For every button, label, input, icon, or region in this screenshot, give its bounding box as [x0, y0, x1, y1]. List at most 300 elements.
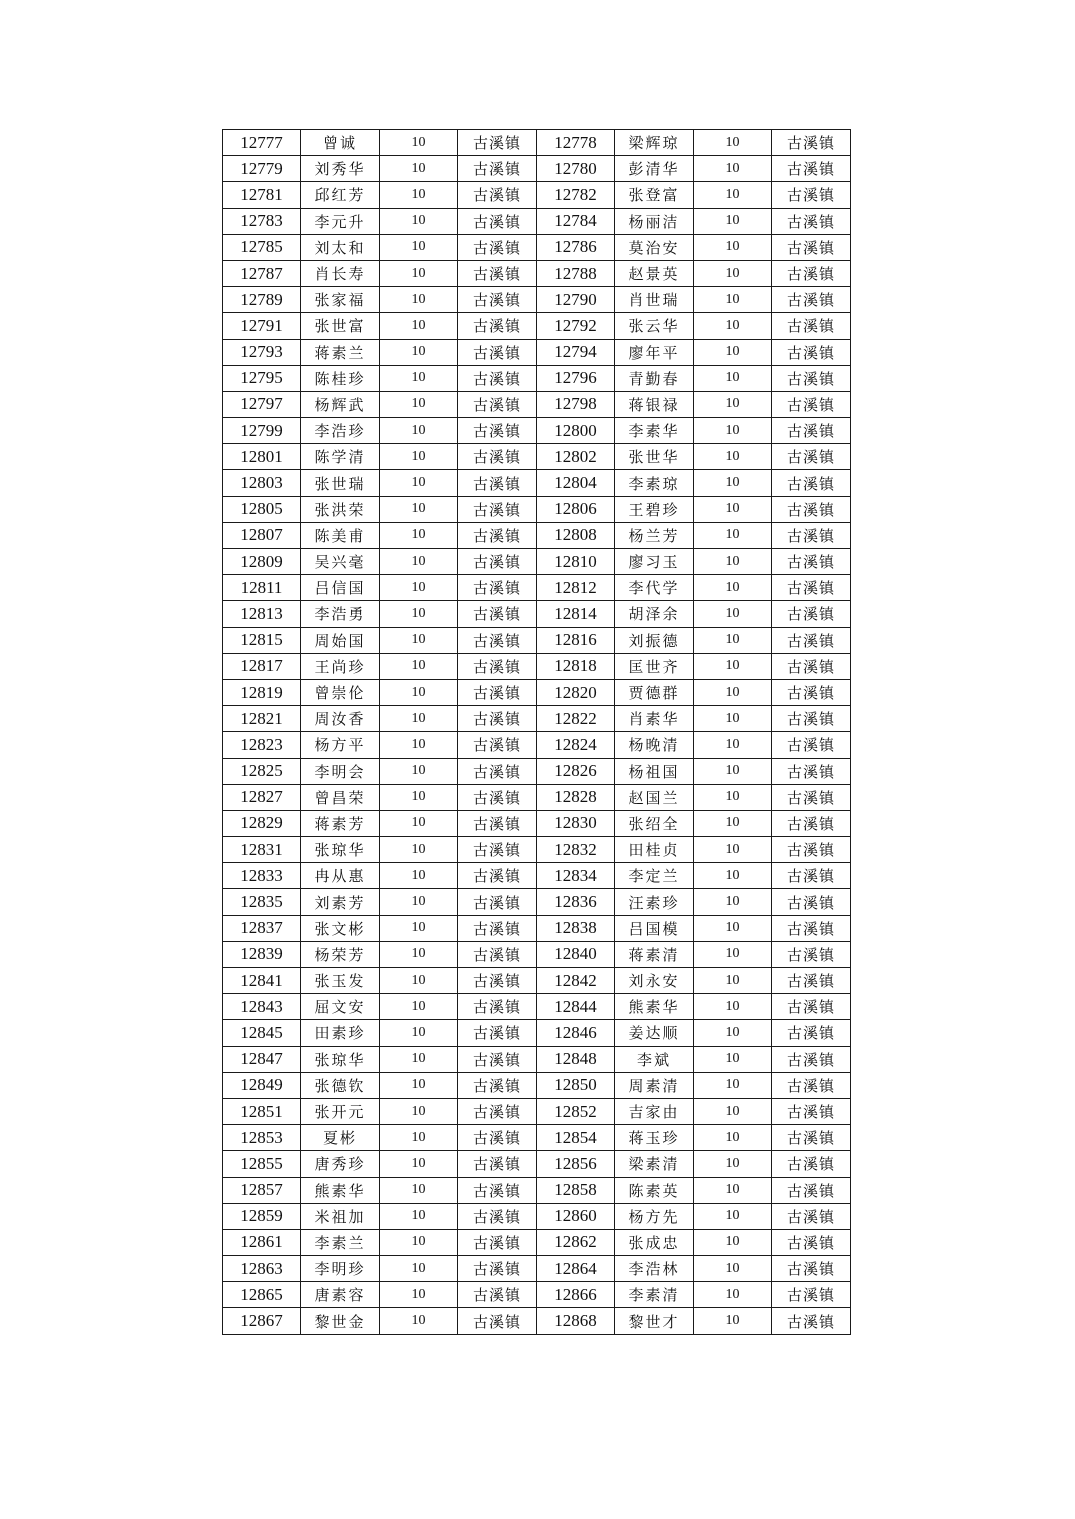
name-cell: 黎世才	[615, 1308, 694, 1334]
name-cell: 王尚珍	[301, 653, 380, 679]
name-cell: 周汝香	[301, 706, 380, 732]
table-row	[223, 549, 851, 575]
table-row	[223, 915, 851, 941]
amount-cell: 10	[380, 313, 458, 339]
record-id-cell: 12803	[223, 470, 301, 496]
record-id-cell: 12864	[537, 1256, 615, 1282]
amount-cell: 10	[380, 784, 458, 810]
town-cell: 古溪镇	[772, 1125, 851, 1151]
record-id-cell: 12812	[537, 575, 615, 601]
record-id-cell: 12815	[223, 627, 301, 653]
record-id-cell: 12794	[537, 339, 615, 365]
name-cell: 王碧珍	[615, 496, 694, 522]
name-cell: 张云华	[615, 313, 694, 339]
record-id-cell: 12816	[537, 627, 615, 653]
record-id-cell: 12778	[537, 130, 615, 156]
table-row	[223, 182, 851, 208]
name-cell: 匡世齐	[615, 653, 694, 679]
town-cell: 古溪镇	[772, 391, 851, 417]
table-row	[223, 391, 851, 417]
record-id-cell: 12837	[223, 915, 301, 941]
record-id-cell: 12790	[537, 287, 615, 313]
name-cell: 杨辉武	[301, 391, 380, 417]
table-row	[223, 313, 851, 339]
town-cell: 古溪镇	[772, 1229, 851, 1255]
amount-cell: 10	[380, 706, 458, 732]
amount-cell: 10	[694, 260, 772, 286]
record-id-cell: 12827	[223, 784, 301, 810]
name-cell: 吉家由	[615, 1098, 694, 1124]
town-cell: 古溪镇	[458, 1282, 537, 1308]
amount-cell: 10	[694, 994, 772, 1020]
name-cell: 邱红芳	[301, 182, 380, 208]
amount-cell: 10	[380, 679, 458, 705]
amount-cell: 10	[380, 863, 458, 889]
name-cell: 田素珍	[301, 1020, 380, 1046]
record-id-cell: 12777	[223, 130, 301, 156]
amount-cell: 10	[380, 1177, 458, 1203]
record-id-cell: 12821	[223, 706, 301, 732]
amount-cell: 10	[380, 915, 458, 941]
amount-cell: 10	[694, 679, 772, 705]
name-cell: 唐素容	[301, 1282, 380, 1308]
record-id-cell: 12823	[223, 732, 301, 758]
record-id-cell: 12854	[537, 1125, 615, 1151]
record-id-cell: 12830	[537, 810, 615, 836]
table-row	[223, 601, 851, 627]
amount-cell: 10	[694, 549, 772, 575]
record-id-cell: 12834	[537, 863, 615, 889]
town-cell: 古溪镇	[772, 915, 851, 941]
record-id-cell: 12852	[537, 1098, 615, 1124]
table-row	[223, 1256, 851, 1282]
amount-cell: 10	[694, 470, 772, 496]
name-cell: 廖年平	[615, 339, 694, 365]
record-id-cell: 12798	[537, 391, 615, 417]
town-cell: 古溪镇	[772, 208, 851, 234]
town-cell: 古溪镇	[772, 1072, 851, 1098]
table-row	[223, 1046, 851, 1072]
town-cell: 古溪镇	[458, 1151, 537, 1177]
name-cell: 冉从惠	[301, 863, 380, 889]
amount-cell: 10	[380, 941, 458, 967]
town-cell: 古溪镇	[458, 287, 537, 313]
table-row	[223, 208, 851, 234]
record-id-cell: 12840	[537, 941, 615, 967]
amount-cell: 10	[380, 1256, 458, 1282]
town-cell: 古溪镇	[772, 313, 851, 339]
town-cell: 古溪镇	[458, 260, 537, 286]
town-cell: 古溪镇	[772, 706, 851, 732]
record-id-cell: 12784	[537, 208, 615, 234]
record-id-cell: 12866	[537, 1282, 615, 1308]
amount-cell: 10	[694, 627, 772, 653]
record-id-cell: 12867	[223, 1308, 301, 1334]
name-cell: 青勤春	[615, 365, 694, 391]
record-id-cell: 12785	[223, 234, 301, 260]
town-cell: 古溪镇	[772, 496, 851, 522]
record-id-cell: 12831	[223, 837, 301, 863]
name-cell: 李元升	[301, 208, 380, 234]
record-id-cell: 12862	[537, 1229, 615, 1255]
amount-cell: 10	[380, 1072, 458, 1098]
amount-cell: 10	[380, 339, 458, 365]
table-row	[223, 1229, 851, 1255]
name-cell: 蒋银禄	[615, 391, 694, 417]
record-id-cell: 12807	[223, 522, 301, 548]
record-id-cell: 12851	[223, 1098, 301, 1124]
record-id-cell: 12795	[223, 365, 301, 391]
table-row	[223, 522, 851, 548]
town-cell: 古溪镇	[458, 575, 537, 601]
town-cell: 古溪镇	[772, 1046, 851, 1072]
name-cell: 刘永安	[615, 968, 694, 994]
town-cell: 古溪镇	[458, 732, 537, 758]
town-cell: 古溪镇	[772, 444, 851, 470]
table-row	[223, 1177, 851, 1203]
town-cell: 古溪镇	[772, 863, 851, 889]
record-id-cell: 12814	[537, 601, 615, 627]
town-cell: 古溪镇	[772, 470, 851, 496]
name-cell: 陈素英	[615, 1177, 694, 1203]
record-id-cell: 12781	[223, 182, 301, 208]
town-cell: 古溪镇	[458, 1256, 537, 1282]
record-id-cell: 12780	[537, 156, 615, 182]
amount-cell: 10	[380, 1020, 458, 1046]
town-cell: 古溪镇	[772, 810, 851, 836]
name-cell: 肖长寿	[301, 260, 380, 286]
record-id-cell: 12779	[223, 156, 301, 182]
record-id-cell: 12836	[537, 889, 615, 915]
record-id-cell: 12796	[537, 365, 615, 391]
name-cell: 张玉发	[301, 968, 380, 994]
name-cell: 梁素清	[615, 1151, 694, 1177]
town-cell: 古溪镇	[458, 391, 537, 417]
table-row	[223, 365, 851, 391]
town-cell: 古溪镇	[458, 1020, 537, 1046]
table-row	[223, 339, 851, 365]
record-id-cell: 12818	[537, 653, 615, 679]
amount-cell: 10	[694, 889, 772, 915]
amount-cell: 10	[380, 365, 458, 391]
name-cell: 彭清华	[615, 156, 694, 182]
amount-cell: 10	[380, 837, 458, 863]
amount-cell: 10	[380, 1098, 458, 1124]
amount-cell: 10	[380, 1203, 458, 1229]
record-id-cell: 12838	[537, 915, 615, 941]
amount-cell: 10	[380, 260, 458, 286]
name-cell: 张世富	[301, 313, 380, 339]
town-cell: 古溪镇	[458, 130, 537, 156]
town-cell: 古溪镇	[772, 182, 851, 208]
name-cell: 李浩勇	[301, 601, 380, 627]
amount-cell: 10	[694, 1256, 772, 1282]
town-cell: 古溪镇	[772, 784, 851, 810]
name-cell: 梁辉琼	[615, 130, 694, 156]
town-cell: 古溪镇	[772, 418, 851, 444]
record-id-cell: 12857	[223, 1177, 301, 1203]
table-row	[223, 653, 851, 679]
name-cell: 李素兰	[301, 1229, 380, 1255]
town-cell: 古溪镇	[772, 156, 851, 182]
name-cell: 刘太和	[301, 234, 380, 260]
table-row	[223, 994, 851, 1020]
roster-table-body	[223, 130, 851, 1335]
town-cell: 古溪镇	[458, 706, 537, 732]
name-cell: 李素华	[615, 418, 694, 444]
town-cell: 古溪镇	[458, 470, 537, 496]
amount-cell: 10	[380, 758, 458, 784]
amount-cell: 10	[380, 1229, 458, 1255]
town-cell: 古溪镇	[772, 234, 851, 260]
name-cell: 吴兴毫	[301, 549, 380, 575]
record-id-cell: 12804	[537, 470, 615, 496]
table-row	[223, 130, 851, 156]
amount-cell: 10	[694, 130, 772, 156]
name-cell: 肖世瑞	[615, 287, 694, 313]
record-id-cell: 12853	[223, 1125, 301, 1151]
table-row	[223, 1020, 851, 1046]
town-cell: 古溪镇	[458, 837, 537, 863]
table-row	[223, 470, 851, 496]
town-cell: 古溪镇	[458, 496, 537, 522]
record-id-cell: 12828	[537, 784, 615, 810]
name-cell: 胡泽余	[615, 601, 694, 627]
amount-cell: 10	[694, 915, 772, 941]
amount-cell: 10	[694, 1308, 772, 1334]
amount-cell: 10	[380, 1046, 458, 1072]
amount-cell: 10	[694, 1020, 772, 1046]
name-cell: 张世瑞	[301, 470, 380, 496]
table-row	[223, 234, 851, 260]
name-cell: 廖习玉	[615, 549, 694, 575]
town-cell: 古溪镇	[458, 653, 537, 679]
record-id-cell: 12845	[223, 1020, 301, 1046]
table-row	[223, 156, 851, 182]
town-cell: 古溪镇	[772, 889, 851, 915]
town-cell: 古溪镇	[458, 941, 537, 967]
record-id-cell: 12791	[223, 313, 301, 339]
name-cell: 屈文安	[301, 994, 380, 1020]
table-row	[223, 575, 851, 601]
record-id-cell: 12789	[223, 287, 301, 313]
name-cell: 李明会	[301, 758, 380, 784]
amount-cell: 10	[694, 522, 772, 548]
name-cell: 李斌	[615, 1046, 694, 1072]
town-cell: 古溪镇	[772, 1282, 851, 1308]
record-id-cell: 12865	[223, 1282, 301, 1308]
amount-cell: 10	[694, 784, 772, 810]
name-cell: 熊素华	[301, 1177, 380, 1203]
amount-cell: 10	[694, 601, 772, 627]
amount-cell: 10	[694, 941, 772, 967]
name-cell: 吕国模	[615, 915, 694, 941]
amount-cell: 10	[694, 208, 772, 234]
table-row	[223, 444, 851, 470]
town-cell: 古溪镇	[458, 1203, 537, 1229]
record-id-cell: 12863	[223, 1256, 301, 1282]
town-cell: 古溪镇	[772, 1308, 851, 1334]
name-cell: 张家福	[301, 287, 380, 313]
name-cell: 陈美甫	[301, 522, 380, 548]
amount-cell: 10	[694, 418, 772, 444]
name-cell: 杨荣芳	[301, 941, 380, 967]
name-cell: 李定兰	[615, 863, 694, 889]
name-cell: 吕信国	[301, 575, 380, 601]
name-cell: 周始国	[301, 627, 380, 653]
table-row	[223, 496, 851, 522]
amount-cell: 10	[380, 889, 458, 915]
record-id-cell: 12829	[223, 810, 301, 836]
record-id-cell: 12832	[537, 837, 615, 863]
name-cell: 莫治安	[615, 234, 694, 260]
name-cell: 唐秀珍	[301, 1151, 380, 1177]
table-row	[223, 758, 851, 784]
amount-cell: 10	[694, 234, 772, 260]
amount-cell: 10	[380, 208, 458, 234]
table-row	[223, 679, 851, 705]
name-cell: 张成忠	[615, 1229, 694, 1255]
amount-cell: 10	[694, 863, 772, 889]
town-cell: 古溪镇	[458, 1177, 537, 1203]
table-row	[223, 627, 851, 653]
record-id-cell: 12860	[537, 1203, 615, 1229]
town-cell: 古溪镇	[772, 365, 851, 391]
table-row	[223, 1308, 851, 1334]
town-cell: 古溪镇	[458, 1229, 537, 1255]
amount-cell: 10	[694, 444, 772, 470]
name-cell: 熊素华	[615, 994, 694, 1020]
record-id-cell: 12782	[537, 182, 615, 208]
amount-cell: 10	[380, 1308, 458, 1334]
record-id-cell: 12846	[537, 1020, 615, 1046]
town-cell: 古溪镇	[458, 784, 537, 810]
amount-cell: 10	[380, 418, 458, 444]
name-cell: 刘振德	[615, 627, 694, 653]
town-cell: 古溪镇	[772, 522, 851, 548]
town-cell: 古溪镇	[458, 1072, 537, 1098]
town-cell: 古溪镇	[458, 915, 537, 941]
amount-cell: 10	[694, 1046, 772, 1072]
record-id-cell: 12868	[537, 1308, 615, 1334]
town-cell: 古溪镇	[772, 339, 851, 365]
record-id-cell: 12805	[223, 496, 301, 522]
amount-cell: 10	[380, 130, 458, 156]
amount-cell: 10	[380, 549, 458, 575]
town-cell: 古溪镇	[772, 1177, 851, 1203]
town-cell: 古溪镇	[458, 758, 537, 784]
name-cell: 杨祖国	[615, 758, 694, 784]
amount-cell: 10	[694, 1229, 772, 1255]
town-cell: 古溪镇	[458, 1308, 537, 1334]
town-cell: 古溪镇	[458, 313, 537, 339]
record-id-cell: 12841	[223, 968, 301, 994]
record-id-cell: 12802	[537, 444, 615, 470]
amount-cell: 10	[694, 156, 772, 182]
record-id-cell: 12797	[223, 391, 301, 417]
name-cell: 曾昌荣	[301, 784, 380, 810]
table-row	[223, 1151, 851, 1177]
record-id-cell: 12850	[537, 1072, 615, 1098]
table-row	[223, 418, 851, 444]
record-id-cell: 12817	[223, 653, 301, 679]
table-row	[223, 941, 851, 967]
record-id-cell: 12813	[223, 601, 301, 627]
town-cell: 古溪镇	[458, 994, 537, 1020]
town-cell: 古溪镇	[458, 234, 537, 260]
amount-cell: 10	[694, 365, 772, 391]
record-id-cell: 12787	[223, 260, 301, 286]
town-cell: 古溪镇	[772, 287, 851, 313]
name-cell: 李素琼	[615, 470, 694, 496]
amount-cell: 10	[380, 391, 458, 417]
town-cell: 古溪镇	[458, 601, 537, 627]
amount-cell: 10	[380, 575, 458, 601]
name-cell: 蒋玉珍	[615, 1125, 694, 1151]
table-row	[223, 1125, 851, 1151]
table-row	[223, 287, 851, 313]
amount-cell: 10	[380, 601, 458, 627]
table-row	[223, 863, 851, 889]
name-cell: 赵国兰	[615, 784, 694, 810]
town-cell: 古溪镇	[772, 941, 851, 967]
record-id-cell: 12833	[223, 863, 301, 889]
town-cell: 古溪镇	[772, 260, 851, 286]
record-id-cell: 12858	[537, 1177, 615, 1203]
table-row	[223, 968, 851, 994]
record-id-cell: 12839	[223, 941, 301, 967]
name-cell: 张绍全	[615, 810, 694, 836]
town-cell: 古溪镇	[458, 810, 537, 836]
amount-cell: 10	[694, 1282, 772, 1308]
record-id-cell: 12842	[537, 968, 615, 994]
name-cell: 刘秀华	[301, 156, 380, 182]
town-cell: 古溪镇	[458, 627, 537, 653]
town-cell: 古溪镇	[458, 522, 537, 548]
name-cell: 杨丽洁	[615, 208, 694, 234]
name-cell: 张琼华	[301, 1046, 380, 1072]
town-cell: 古溪镇	[458, 863, 537, 889]
table-row	[223, 706, 851, 732]
amount-cell: 10	[694, 287, 772, 313]
name-cell: 张登富	[615, 182, 694, 208]
name-cell: 张洪荣	[301, 496, 380, 522]
town-cell: 古溪镇	[772, 679, 851, 705]
amount-cell: 10	[694, 391, 772, 417]
name-cell: 周素清	[615, 1072, 694, 1098]
amount-cell: 10	[694, 837, 772, 863]
name-cell: 赵景英	[615, 260, 694, 286]
record-id-cell: 12809	[223, 549, 301, 575]
name-cell: 蒋素芳	[301, 810, 380, 836]
name-cell: 李明珍	[301, 1256, 380, 1282]
record-id-cell: 12808	[537, 522, 615, 548]
amount-cell: 10	[380, 1151, 458, 1177]
amount-cell: 10	[694, 1203, 772, 1229]
town-cell: 古溪镇	[458, 182, 537, 208]
amount-cell: 10	[380, 156, 458, 182]
town-cell: 古溪镇	[772, 1203, 851, 1229]
amount-cell: 10	[694, 313, 772, 339]
name-cell: 蒋素兰	[301, 339, 380, 365]
name-cell: 李素清	[615, 1282, 694, 1308]
town-cell: 古溪镇	[458, 679, 537, 705]
town-cell: 古溪镇	[458, 1098, 537, 1124]
record-id-cell: 12855	[223, 1151, 301, 1177]
town-cell: 古溪镇	[772, 601, 851, 627]
amount-cell: 10	[694, 182, 772, 208]
name-cell: 田桂贞	[615, 837, 694, 863]
